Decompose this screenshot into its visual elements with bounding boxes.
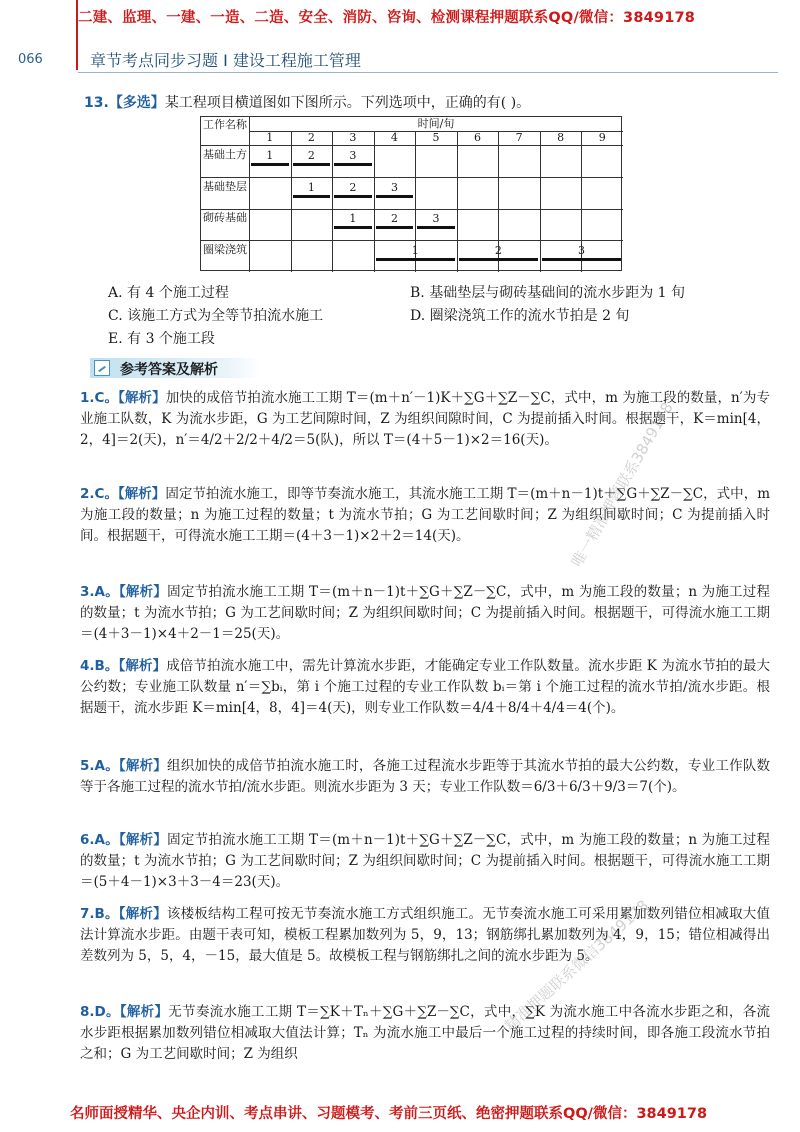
gantt-bar-label: 3 — [390, 180, 398, 194]
gantt-period-label: 1 — [266, 131, 274, 144]
question-tag: 【多选】 — [108, 95, 165, 111]
watermark-2: 精准押题联系微信3849178 — [501, 896, 653, 1035]
gantt-column-line — [540, 131, 541, 272]
gantt-bar-label: 3 — [577, 244, 585, 258]
gantt-row-line — [201, 209, 623, 210]
answer-item-4: 4.B。【解析】成倍节拍流水施工中，需先计算流水步距，才能确定专业工作队数量。流水步距 K 为流水节拍的最大公约数；专业施工队数量 n′＝∑bᵢ，第 i 个施工过程的专业工作队数 bᵢ＝第 i 个施工过程的流水节拍/流水步距。根据题干，流水步距 K＝min[4，8，4]＝4(天)，则专业工作队数＝4/4＋8/4＋4/4＝4(个)。 — [80, 658, 770, 716]
gantt-row-name: 圈梁浇筑 — [203, 243, 247, 257]
gantt-bar-label: 2 — [494, 244, 502, 258]
question-text: 某工程项目横道图如下图所示。下列选项中，正确的有( )。 — [164, 95, 531, 111]
gantt-period-label: 2 — [307, 131, 315, 144]
gantt-corner-label: 工作名称 — [203, 118, 247, 131]
answer-item-3: 3.A。【解析】固定节拍流水施工工期 T＝(m＋n－1)t＋∑G＋∑Z－∑C，式中，m 为施工段的数量；n 为施工过程的数量；t 为流水节拍；G 为工艺间歇时间；Z 为组织间歇时间；C 为提前插入时间。根据题干，可得流水施工工期＝(4＋3－1)×4＋2－1＝25(天)。 — [80, 584, 771, 642]
answer-item-6: 6.A。【解析】固定节拍流水施工工期 T＝(m＋n－1)t＋∑G＋∑Z－∑C，式中，m 为施工段的数量；n 为施工过程的数量；t 为流水节拍；G 为工艺间歇时间；Z 为组织间歇时间；C 为提前插入时间。根据题干，可得流水施工工期＝(5＋4－1)×3＋3－4＝23(天)。 — [80, 832, 771, 890]
question-number: 13. — [84, 95, 109, 111]
page-number: 066 — [18, 52, 43, 67]
gantt-bar — [542, 258, 621, 261]
gantt-row-line — [201, 240, 623, 241]
gantt-bar-label: 3 — [349, 148, 357, 162]
gantt-period-label: 5 — [432, 131, 440, 144]
gantt-bar — [251, 163, 289, 166]
option-c: C. 该施工方式为全等节拍流水施工 — [108, 308, 324, 324]
question-13 — [84, 92, 530, 112]
gantt-row-name: 基础土方 — [203, 147, 247, 161]
gantt-chart — [200, 116, 622, 271]
gantt-bar — [376, 195, 414, 198]
gantt-row-line — [201, 177, 623, 178]
bottom-banner: 名师面授精华、央企内训、考点串讲、习题模考、考前三页纸、绝密押题联系QQ/微信：3849178 — [70, 1106, 708, 1122]
gantt-bar-label: 3 — [432, 212, 440, 226]
gantt-bar-label: 1 — [307, 180, 315, 194]
gantt-column-line — [457, 131, 458, 272]
gantt-column-line — [291, 131, 292, 272]
gantt-bar-label: 1 — [349, 212, 357, 226]
gantt-bar — [334, 163, 372, 166]
answer-item-7: 7.B。【解析】该楼板结构工程可按无节奏流水施工方式组织施工。无节奏流水施工可采用累加数列错位相减取大值法计算流水步距。由题干表可知，模板工程累加数列为 5，9，13；钢筋绑扎累加数列为 4，9，15；错位相减得出差数列为 5，5，4，－15，最大值是 5。故模板工程与钢筋绑扎之间的流水步距为 5。 — [80, 906, 771, 964]
gantt-period-label: 3 — [349, 131, 357, 144]
gantt-header-line — [201, 145, 623, 146]
gantt-column-line — [332, 131, 333, 272]
gantt-bar — [459, 258, 538, 261]
gantt-period-label: 4 — [390, 131, 398, 144]
watermark-1: 唯一精准押题联系3849178 — [567, 399, 677, 570]
answers-title: 参考答案及解析 — [120, 362, 218, 378]
gantt-time-label: 时间/旬 — [417, 117, 455, 130]
gantt-period-label: 8 — [557, 131, 565, 144]
answer-item-5: 5.A。【解析】组织加快的成倍节拍流水施工时，各施工过程流水步距等于其流水节拍的最大公约数，专业工作队数等于各施工过程的流水节拍/流水步距。则流水步距为 3 天；专业工作队数＝6/3＋6/3＋9/3＝7(个)。 — [80, 758, 771, 795]
option-a: A. 有 4 个施工过程 — [108, 285, 229, 301]
answers-heading — [90, 358, 260, 378]
gantt-column-line — [374, 131, 375, 272]
header-divider — [78, 72, 778, 73]
top-banner: 二建、监理、一建、一造、二造、安全、消防、咨询、检测课程押题联系QQ/微信：3849178 — [78, 10, 696, 26]
option-d: D. 圈梁浇筑工作的流水节拍是 2 旬 — [410, 308, 630, 324]
gantt-bar-label: 2 — [307, 148, 315, 162]
gantt-bar-label: 2 — [349, 180, 357, 194]
gantt-bar-label: 2 — [390, 212, 398, 226]
page-header — [0, 44, 800, 72]
answer-item-2: 2.C。【解析】固定节拍流水施工，即等节奏流水施工，其流水施工工期 T＝(m＋n－1)t＋∑G＋∑Z－∑C，式中，m 为施工段的数量；n 为施工过程的数量；t 为流水节拍；G 为工艺间歇时间；Z 为组织间歇时间；C 为提前插入时间。根据题干，可得流水施工工期＝(4＋3－1)×2＋2＝14(天)。 — [80, 486, 771, 544]
pencil-note-icon — [94, 360, 110, 376]
gantt-period-label: 9 — [598, 131, 606, 144]
gantt-bar — [293, 163, 331, 166]
gantt-bar — [334, 195, 372, 198]
page-title: 章节考点同步习题 I 建设工程施工管理 — [90, 51, 361, 70]
option-e: E. 有 3 个施工段 — [108, 331, 215, 347]
gantt-bar-label: 1 — [266, 148, 274, 162]
gantt-bar — [376, 258, 455, 261]
answer-item-1: 1.C。【解析】加快的成倍节拍流水施工工期 T＝(m＋n′－1)K＋∑G＋∑Z－∑C，式中，m 为施工段的数量，n′为专业施工队数，K 为流水步距，G 为工艺间隙时间，Z 为组织间隙时间，C 为提前插入时间。根据题干，K＝min[4，2，4]＝2(天)，n′＝4/2＋2/2＋4/2＝5(队)，所以 T＝(4＋5－1)×2＝16(天)。 — [80, 390, 770, 448]
gantt-bar — [334, 226, 372, 229]
gantt-row-name: 基础垫层 — [203, 179, 247, 193]
answer-item-8: 8.D。【解析】无节奏流水施工工期 T＝∑K＋Tₙ＋∑G＋∑Z－∑C，式中，∑K 为流水施工中各流水步距之和，各流水步距根据累加数列错位相减取大值法计算；Tₙ 为流水施工中最后一个施工过程的持续时间，即各施工段流水节拍之和；G 为工艺间歇时间；Z 为组织 — [80, 1004, 771, 1062]
gantt-bar — [417, 226, 455, 229]
gantt-bar-label: 1 — [411, 244, 419, 258]
gantt-bar — [293, 195, 331, 198]
option-b: B. 基础垫层与砌砖基础间的流水步距为 1 旬 — [410, 285, 685, 301]
gantt-row-name: 砌砖基础 — [203, 211, 247, 225]
gantt-bar — [376, 226, 414, 229]
gantt-period-label: 6 — [474, 131, 482, 144]
gantt-period-label: 7 — [515, 131, 523, 144]
